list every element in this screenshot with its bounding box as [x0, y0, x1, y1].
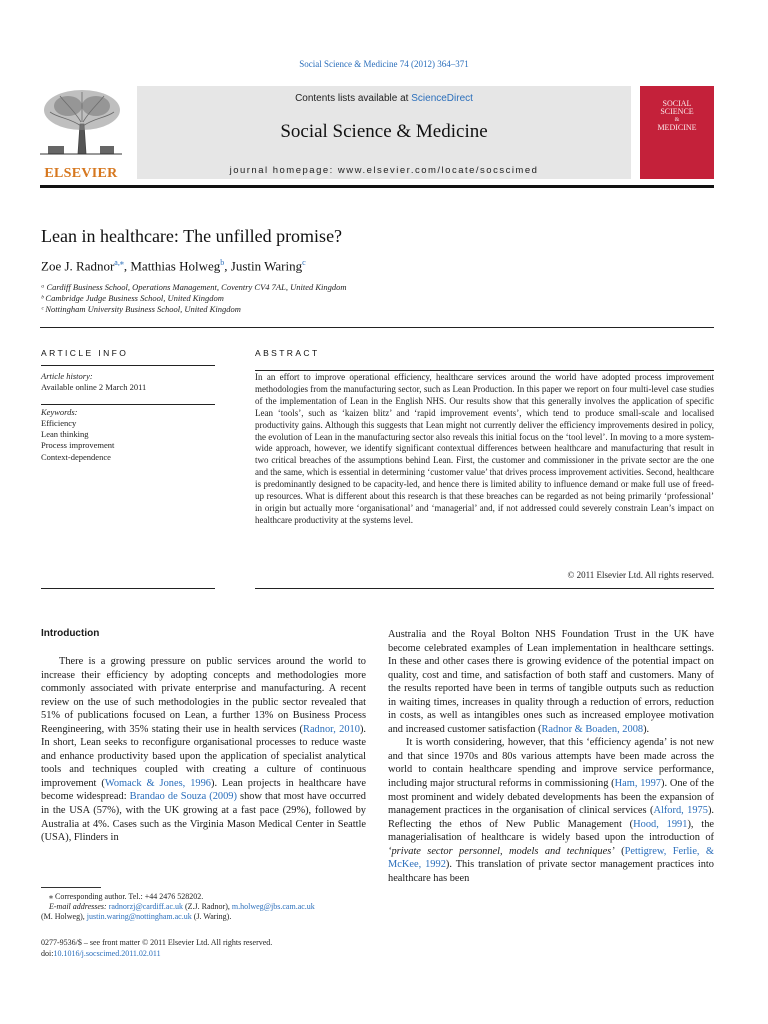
email-label: E-mail addresses: [49, 902, 109, 912]
keyword: Efficiency [41, 418, 77, 428]
body-text: ). One of the most prominent and widely debated developments has been the expansion of management practices in the organisation of clinical services ( [388, 778, 714, 817]
citation-link[interactable]: Radnor & Boaden, 2008 [541, 723, 644, 735]
citation-link[interactable]: Womack & Jones, 1996 [104, 777, 211, 789]
article-info-bottom-rule [41, 588, 215, 589]
author-name[interactable]: Justin Waring [230, 258, 303, 274]
author-name[interactable]: Zoe J. Radnor [41, 258, 115, 274]
footnote-rule [41, 887, 101, 888]
email-link[interactable]: m.holweg@jbs.cam.ac.uk [231, 902, 315, 912]
body-text: Australia and the Royal Bolton NHS Foundation Trust in the UK have become celebrated examples of Lean implementation in healthcare settings. In these and other cases there is growing evidence of the potential impact on quality, cost and time, and satisfaction of both staff and customers. Many of the results reported have been in terms of tangible outputs such as reduction in waiting times, increases in quality through a reduction of errors, reduction in costs, as well as intangibles ones such as increased employee motivation and increased customer satisfaction ( [388, 629, 714, 735]
elsevier-logo-text: ELSEVIER [44, 166, 118, 181]
history-value: Available online 2 March 2011 [41, 382, 147, 392]
journal-homepage[interactable]: journal homepage: www.elsevier.com/locate/socscimed [229, 165, 539, 176]
keyword: Context-dependence [41, 451, 111, 462]
email-owner: (J. Waring). [191, 912, 232, 922]
citation-link[interactable]: Radnor, 2010 [303, 723, 360, 735]
author-marks[interactable]: a,⁎ [114, 258, 124, 267]
body-text: show that most have occurred in the USA (57%), with the UK growing at a fast pace (29%), followed by Australia at 4%. Cases such as the Virginia Mason Medical Center in Seattle (USA), Flinders in [41, 791, 366, 844]
citation-link[interactable]: Pettigrew, Ferlie, & McKee, 1992 [388, 845, 714, 871]
citation-link[interactable]: Ham, 1997 [614, 778, 661, 790]
keyword: Process improvement [41, 440, 115, 451]
author-separator: , [123, 258, 131, 274]
title-rule [40, 327, 714, 328]
body-text: ). [643, 723, 650, 735]
keywords-label: Keywords: [41, 407, 78, 417]
body-text: ). Reflecting the ethos of New Public Management ( [388, 805, 714, 830]
journal-citation[interactable]: Social Science & Medicine 74 (2012) 364–371 [299, 59, 469, 69]
article-info-heading: ARTICLE INFO [41, 348, 129, 358]
body-text: ( [614, 845, 625, 857]
email-addresses [41, 902, 371, 912]
citation-link[interactable]: Hood, 1991 [633, 818, 688, 830]
body-paragraph [41, 655, 366, 845]
body-text: ), the managerialisation of healthcare is widely based upon the introduction of [388, 818, 715, 844]
sciencedirect-link[interactable]: ScienceDirect [411, 93, 473, 104]
article-info-rule [41, 365, 215, 366]
issn-line: 0277-9536/$ – see front matter © 2011 Elsevier Ltd. All rights reserved. [41, 938, 273, 947]
body-column-left [41, 655, 366, 845]
keyword: Lean thinking [41, 429, 89, 440]
author-name[interactable]: Matthias Holweg [130, 258, 221, 274]
email-addresses-cont [41, 912, 371, 922]
abstract-bottom-rule [255, 588, 714, 589]
quoted-phrase: ‘private sector personnel, models and techniques’ [388, 845, 615, 857]
body-column-right [388, 628, 714, 885]
contents-prefix: Contents lists available at [295, 93, 412, 104]
keyword-list [41, 418, 114, 463]
cover-line: MEDICINE [657, 123, 697, 132]
body-text: ). Lean projects in healthcare have become widespread: [41, 777, 366, 803]
email-owner: (M. Holweg), [41, 912, 87, 922]
abstract-rule [255, 370, 714, 371]
contents-line [137, 93, 631, 104]
email-link[interactable]: radnorzj@cardiff.ac.uk [108, 902, 183, 912]
affiliation-a: ᵃ Cardiff Business School, Operations Management, Coventry CV4 7AL, United Kingdom [41, 282, 347, 292]
body-paragraph [388, 736, 714, 885]
header-rule [40, 185, 714, 188]
body-text: ). This translation of private sector management practices into healthcare has been [388, 859, 714, 884]
doi-line [41, 949, 161, 958]
abstract-copyright: © 2011 Elsevier Ltd. All rights reserved. [567, 570, 714, 580]
citation-link[interactable]: Alford, 1975 [653, 805, 708, 817]
history-label: Article history: [41, 371, 93, 381]
abstract-text: In an effort to improve operational efficiency, healthcare services around the world have adopted process improvement methodologies from the manufacturing sector, such as Lean Production. In this paper we report on four multi-level case studies of the implementation of Lean in the English NHS. Our results show that this generally involves the application of specific Lean ‘tools’, such as ‘kaizen blitz’ and ‘rapid improvement events’, which tend to produce small-scale and localised productivity gains. Although this suggests that Lean might not currently deliver the efficiency improvements desired in policy, the evolution of Lean in the manufacturing sector also reveals this initial focus on the ‘tool level’. In moving to a more system-wide approach, however, we identify significant contextual differences between healthcare and manufacturing that result in two critical breaches of the assumptions behind Lean. First, the customer and commissioner in the private sector are the one and the same, which is essential in determining ‘customer value’ that drives process improvement activities. Second, healthcare is predominantly designed to be capacity-led, and hence there is limited ability to influence demand or make full use of freed-up resources. What is different about this research is that these breaches can be regarded as not being primarily ‘professional’ in origin but actually more ‘organisational’ and ‘managerial’ and, if not addressed could severely constrain Lean’s impact on healthcare productivity at the systems level. [255, 372, 714, 525]
cover-title [650, 100, 704, 132]
email-owner: (Z.J. Radnor), [183, 902, 232, 912]
body-text: ). In short, Lean seeks to reconfigure organisational processes to reduce waste and enhance productivity based upon the application of specialist analytical tools and techniques coupled with creating a culture of continuous improvement ( [41, 723, 366, 789]
author-separator: , [224, 258, 231, 274]
author-marks[interactable]: c [302, 258, 306, 267]
keywords-rule [41, 404, 215, 405]
elsevier-tree-logo [40, 88, 122, 156]
cover-line: SOCIAL [662, 99, 692, 108]
abstract-heading: ABSTRACT [255, 348, 320, 358]
section-heading-introduction: Introduction [41, 628, 100, 639]
citation-link[interactable]: Brandao de Souza (2009) [129, 791, 237, 803]
cover-line: SCIENCE [660, 107, 694, 116]
body-text: There is a growing pressure on public services around the world to increase their efficiency by adopting concepts and methodologies more commonly associated with private enterprise and manufacturing. A recent review on the use of such methodologies in the public sector revealed that 51% of publications focused on Lean, a further 13% on Business Process Reengineering, with 35% stating their use in health services ( [41, 656, 366, 735]
affiliation-c: ᶜ Nottingham University Business School, United Kingdom [41, 304, 241, 314]
article-title: Lean in healthcare: The unfilled promise? [41, 226, 343, 246]
body-text: It is worth considering, however, that this ‘efficiency agenda’ is not new and that since 1970s and 80s various attempts have been made across the world to contain healthcare spending and improve service performance, including major structural reforms in commissioning ( [388, 737, 714, 790]
journal-title: Social Science & Medicine [280, 121, 488, 142]
author-list [41, 258, 306, 274]
footnote [41, 892, 371, 923]
cover-line: & [674, 117, 680, 123]
body-paragraph [388, 628, 714, 736]
email-link[interactable]: justin.waring@nottingham.ac.uk [86, 912, 192, 922]
doi-link[interactable]: 10.1016/j.socscimed.2011.02.011 [53, 949, 161, 958]
corresponding-author: ⁎ Corresponding author. Tel.: +44 2476 528202. [49, 892, 204, 901]
author-marks[interactable]: b [220, 258, 225, 267]
affiliation-b: ᵇ Cambridge Judge Business School, United Kingdom [41, 293, 224, 303]
doi-label: doi: [41, 949, 54, 958]
